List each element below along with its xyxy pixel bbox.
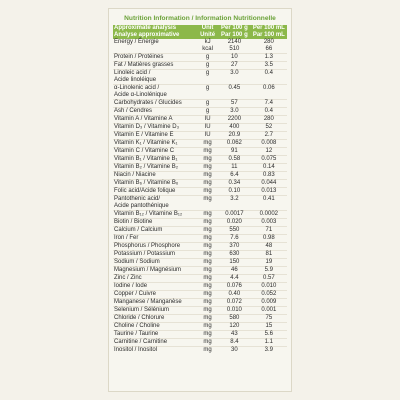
nutrient-name: Ash / Cendres: [114, 108, 153, 114]
nutrient-unit: g: [205, 70, 210, 76]
nutrient-unit: mg: [203, 180, 212, 186]
nutrient-unit: mg: [203, 251, 212, 257]
table-row: [113, 195, 287, 210]
value-per-100g: 150: [229, 259, 240, 265]
nutrient-name: Vitamin A / Vitamine A: [114, 116, 173, 122]
nutrient-name: Manganese / Manganèse: [114, 299, 182, 305]
nutrient-unit: mg: [203, 227, 212, 233]
value-per-100ml: 0.41: [262, 196, 275, 202]
value-per-100g: 0.010: [226, 307, 242, 313]
nutrient-name: Sodium / Sodium: [114, 259, 160, 265]
nutrient-name: Calcium / Calcium: [114, 227, 163, 233]
table-row: [113, 330, 287, 338]
value-per-100ml: 0.06: [262, 85, 275, 91]
value-per-100ml: 52: [265, 124, 273, 130]
nutrient-name: Pantothenic acid/ Acide pantothénique: [114, 196, 169, 209]
nutrient-unit: mg: [203, 156, 212, 162]
table-row: [113, 123, 287, 131]
nutrient-unit: mg: [203, 307, 212, 313]
value-per-100g: 630: [229, 251, 240, 257]
nutrient-unit: mg: [203, 164, 212, 170]
nutrient-name: Vitamin C / Vitamine C: [114, 148, 175, 154]
nutrient-name: α-Linolenic acid / Acide α-Linolénique: [114, 85, 167, 98]
value-per-100ml: 81: [265, 251, 273, 257]
value-per-100g: 43: [231, 331, 238, 337]
value-per-100ml: 0.008: [261, 140, 277, 146]
value-per-100g: 3.2: [230, 196, 239, 202]
value-per-100ml: 71: [265, 227, 273, 233]
nutrient-unit: g: [205, 108, 210, 114]
value-per-100g: 0.062: [226, 140, 242, 146]
table-row: [113, 131, 287, 139]
nutrient-name: Vitamin B₁ / Vitamine B₁: [114, 156, 178, 162]
value-per-100ml: 0.001: [261, 307, 277, 313]
value-per-100ml: 0.003: [261, 219, 277, 225]
value-per-100g: 0.10: [228, 188, 241, 194]
table-row: [113, 234, 287, 242]
value-per-100g: 8.4: [230, 339, 239, 345]
value-per-100g: 0.020: [226, 219, 242, 225]
nutrient-unit: mg: [203, 283, 212, 289]
value-per-100ml: 5.9: [264, 267, 273, 273]
value-per-100ml: 0.010: [261, 283, 277, 289]
nutrient-name: Taurine / Taurine: [114, 331, 159, 337]
value-per-100ml: 1.3: [264, 54, 273, 60]
nutrient-unit: IU: [204, 124, 211, 130]
nutrient-name: Copper / Cuivre: [114, 291, 157, 297]
value-per-100g: 10: [231, 54, 238, 60]
col-per100g-en: Per 100 g: [221, 25, 248, 31]
nutrient-name: Iron / Fer: [114, 235, 139, 241]
nutrient-name: Potassium / Potassium: [114, 251, 176, 257]
table-row: [113, 107, 287, 115]
value-per-100g: 91: [231, 148, 238, 154]
nutrient-unit: mg: [203, 243, 212, 249]
value-per-100g: 0.58: [228, 156, 241, 162]
nutrient-unit: g: [205, 54, 210, 60]
table-row: [113, 338, 287, 346]
table-row: [113, 298, 287, 306]
table-row: [113, 99, 287, 107]
table-row: [113, 258, 287, 266]
table-body: [113, 39, 287, 354]
nutrient-unit: kJ kcal: [202, 39, 213, 52]
col-per100ml-fr: Par 100 mL: [252, 32, 285, 38]
table-row: [113, 163, 287, 171]
value-per-100ml: 0.013: [261, 188, 277, 194]
table-row: [113, 155, 287, 163]
value-per-100ml: 48: [265, 243, 273, 249]
table-row: [113, 242, 287, 250]
value-per-100g: 0.34: [228, 180, 241, 186]
nutrient-name: Iodine / Iode: [114, 283, 148, 289]
value-per-100ml: 0.4: [264, 108, 273, 114]
panel-title: Nutrition Information / Information Nutritionnelle: [124, 14, 276, 22]
value-per-100g: 7.6: [230, 235, 239, 241]
value-per-100g: 3.0: [230, 70, 239, 76]
table-row: [113, 226, 287, 234]
nutrient-name: Chloride / Chlorure: [114, 315, 165, 321]
nutrition-panel: [108, 8, 292, 392]
value-per-100ml: 5.6: [264, 331, 273, 337]
table-row: [113, 61, 287, 69]
value-per-100g: 0.45: [228, 85, 241, 91]
nutrient-name: Carnitine / Carnitine: [114, 339, 168, 345]
nutrient-name: Vitamin B₂ / Vitamine B₂: [114, 164, 179, 170]
table-header-row: [113, 25, 287, 39]
nutrient-unit: mg: [203, 140, 212, 146]
table-row: [113, 84, 287, 99]
nutrient-unit: mg: [203, 347, 212, 353]
value-per-100ml: 19: [265, 259, 273, 265]
nutrient-unit: mg: [203, 196, 212, 202]
table-row: [113, 179, 287, 187]
table-row: [113, 346, 287, 354]
value-per-100g: 580: [229, 315, 240, 321]
col-nutrient-en: Approximate analysis: [114, 25, 177, 31]
table-row: [113, 314, 287, 322]
nutrient-name: Vitamin D₃ / Vitamine D₃: [114, 124, 180, 130]
nutrient-unit: g: [205, 100, 210, 106]
value-per-100g: 4.4: [230, 275, 239, 281]
value-per-100ml: 0.83: [262, 172, 275, 178]
value-per-100g: 3.0: [230, 108, 239, 114]
value-per-100ml: 0.075: [261, 156, 277, 162]
value-per-100ml: 0.98: [262, 235, 275, 241]
nutrient-unit: mg: [203, 315, 212, 321]
nutrient-unit: mg: [203, 267, 212, 273]
value-per-100g: 550: [229, 227, 240, 233]
value-per-100ml: 7.4: [264, 100, 273, 106]
nutrient-unit: mg: [203, 339, 212, 345]
col-per100ml-header: [251, 25, 287, 39]
nutrient-unit: mg: [203, 188, 212, 194]
value-per-100ml: 2.7: [264, 132, 273, 138]
table-row: [113, 322, 287, 330]
value-per-100ml: 12: [265, 148, 273, 154]
nutrient-name: Linoleic acid / Acide linoléique: [114, 70, 157, 83]
value-per-100g: 20.9: [228, 132, 241, 138]
table-row: [113, 39, 287, 53]
nutrient-unit: mg: [203, 172, 212, 178]
value-per-100ml: 0.009: [261, 299, 277, 305]
table-row: [113, 282, 287, 290]
nutrient-unit: mg: [203, 211, 212, 217]
value-per-100g: 6.4: [230, 172, 239, 178]
value-per-100g: 0.076: [226, 283, 242, 289]
col-unit-fr: Unité: [200, 32, 216, 38]
value-per-100g: 400: [229, 124, 240, 130]
table-row: [113, 290, 287, 298]
value-per-100g: 27: [231, 62, 238, 68]
nutrient-name: Folic acid/Acide folique: [114, 188, 176, 194]
table-row: [113, 210, 287, 218]
table-row: [113, 147, 287, 155]
nutrient-unit: mg: [203, 291, 212, 297]
nutrient-name: Inositol / Inositol: [114, 347, 158, 353]
value-per-100ml: 3.5: [264, 62, 273, 68]
value-per-100ml: 0.044: [261, 180, 277, 186]
value-per-100ml: 0.0002: [259, 211, 278, 217]
value-per-100g: 30: [231, 347, 238, 353]
table-row: [113, 69, 287, 84]
nutrient-name: Niacin / Niacine: [114, 172, 156, 178]
nutrient-unit: mg: [203, 331, 212, 337]
value-per-100ml: 15: [265, 323, 273, 329]
value-per-100g: 57: [231, 100, 238, 106]
col-nutrient-fr: Analyse approximative: [114, 32, 180, 38]
nutrient-unit: IU: [204, 132, 211, 138]
table-row: [113, 218, 287, 226]
value-per-100ml: 0.4: [264, 70, 273, 76]
nutrient-unit: IU: [204, 116, 211, 122]
nutrient-unit: mg: [203, 148, 212, 154]
value-per-100ml: 3.9: [264, 347, 273, 353]
nutrient-name: Biotin / Biotine: [114, 219, 153, 225]
nutrient-unit: g: [205, 62, 210, 68]
value-per-100ml: 0.052: [261, 291, 277, 297]
value-per-100ml: 75: [265, 315, 273, 321]
value-per-100ml: 0.57: [262, 275, 275, 281]
table-row: [113, 115, 287, 123]
nutrient-unit: mg: [203, 259, 212, 265]
table-row: [113, 171, 287, 179]
table-row: [113, 139, 287, 147]
nutrient-name: Magnesium / Magnésium: [114, 267, 182, 273]
nutrient-name: Fat / Matières grasses: [114, 62, 174, 68]
col-nutrient-header: [113, 25, 197, 39]
value-per-100g: 0.0017: [225, 211, 244, 217]
nutrient-name: Zinc / Zinc: [114, 275, 142, 281]
nutrient-unit: mg: [203, 235, 212, 241]
value-per-100g: 370: [229, 243, 240, 249]
table-row: [113, 250, 287, 258]
col-unit-en: Unit: [201, 25, 214, 31]
nutrient-unit: mg: [203, 219, 212, 225]
nutrient-name: Choline / Choline: [114, 323, 160, 329]
value-per-100ml: 280: [263, 116, 274, 122]
panel-header: [109, 11, 291, 25]
nutrient-name: Vitamin B₁₂ / Vitamine B₁₂: [114, 211, 183, 217]
value-per-100ml: 0.14: [262, 164, 275, 170]
value-per-100ml: 1.1: [264, 339, 273, 345]
col-per100ml-en: Per 100 mL: [252, 25, 285, 31]
value-per-100g: 2140 510: [227, 39, 242, 52]
nutrient-unit: mg: [203, 275, 212, 281]
nutrient-name: Vitamin K₁ / Vitamine K₁: [114, 140, 178, 146]
value-per-100g: 0.072: [226, 299, 242, 305]
col-per100g-fr: Par 100 g: [221, 32, 248, 38]
table-row: [113, 53, 287, 61]
table-row: [113, 274, 287, 282]
col-per100g-header: [218, 25, 251, 39]
nutrient-unit: mg: [203, 323, 212, 329]
table-row: [113, 306, 287, 314]
nutrient-name: Vitamin E / Vitamine E: [114, 132, 174, 138]
value-per-100g: 11: [231, 164, 238, 170]
nutrient-name: Phosphorus / Phosphore: [114, 243, 181, 249]
table-row: [113, 266, 287, 274]
value-per-100g: 120: [229, 323, 240, 329]
col-unit-header: [197, 25, 218, 39]
nutrient-unit: g: [205, 85, 210, 91]
nutrient-name: Protein / Protéines: [114, 54, 164, 60]
nutrient-name: Selenium / Sélénium: [114, 307, 170, 313]
value-per-100g: 0.40: [228, 291, 241, 297]
value-per-100ml: 280 66: [263, 39, 274, 52]
nutrient-name: Vitamin B₆ / Vitamine B₆: [114, 180, 179, 186]
nutrient-name: Carbohydrates / Glucides: [114, 100, 182, 106]
value-per-100g: 2200: [227, 116, 242, 122]
nutrient-unit: mg: [203, 299, 212, 305]
nutrient-name: Energy / Énergie: [114, 39, 159, 45]
value-per-100g: 46: [231, 267, 238, 273]
nutrition-table: [113, 25, 287, 354]
table-row: [113, 187, 287, 195]
